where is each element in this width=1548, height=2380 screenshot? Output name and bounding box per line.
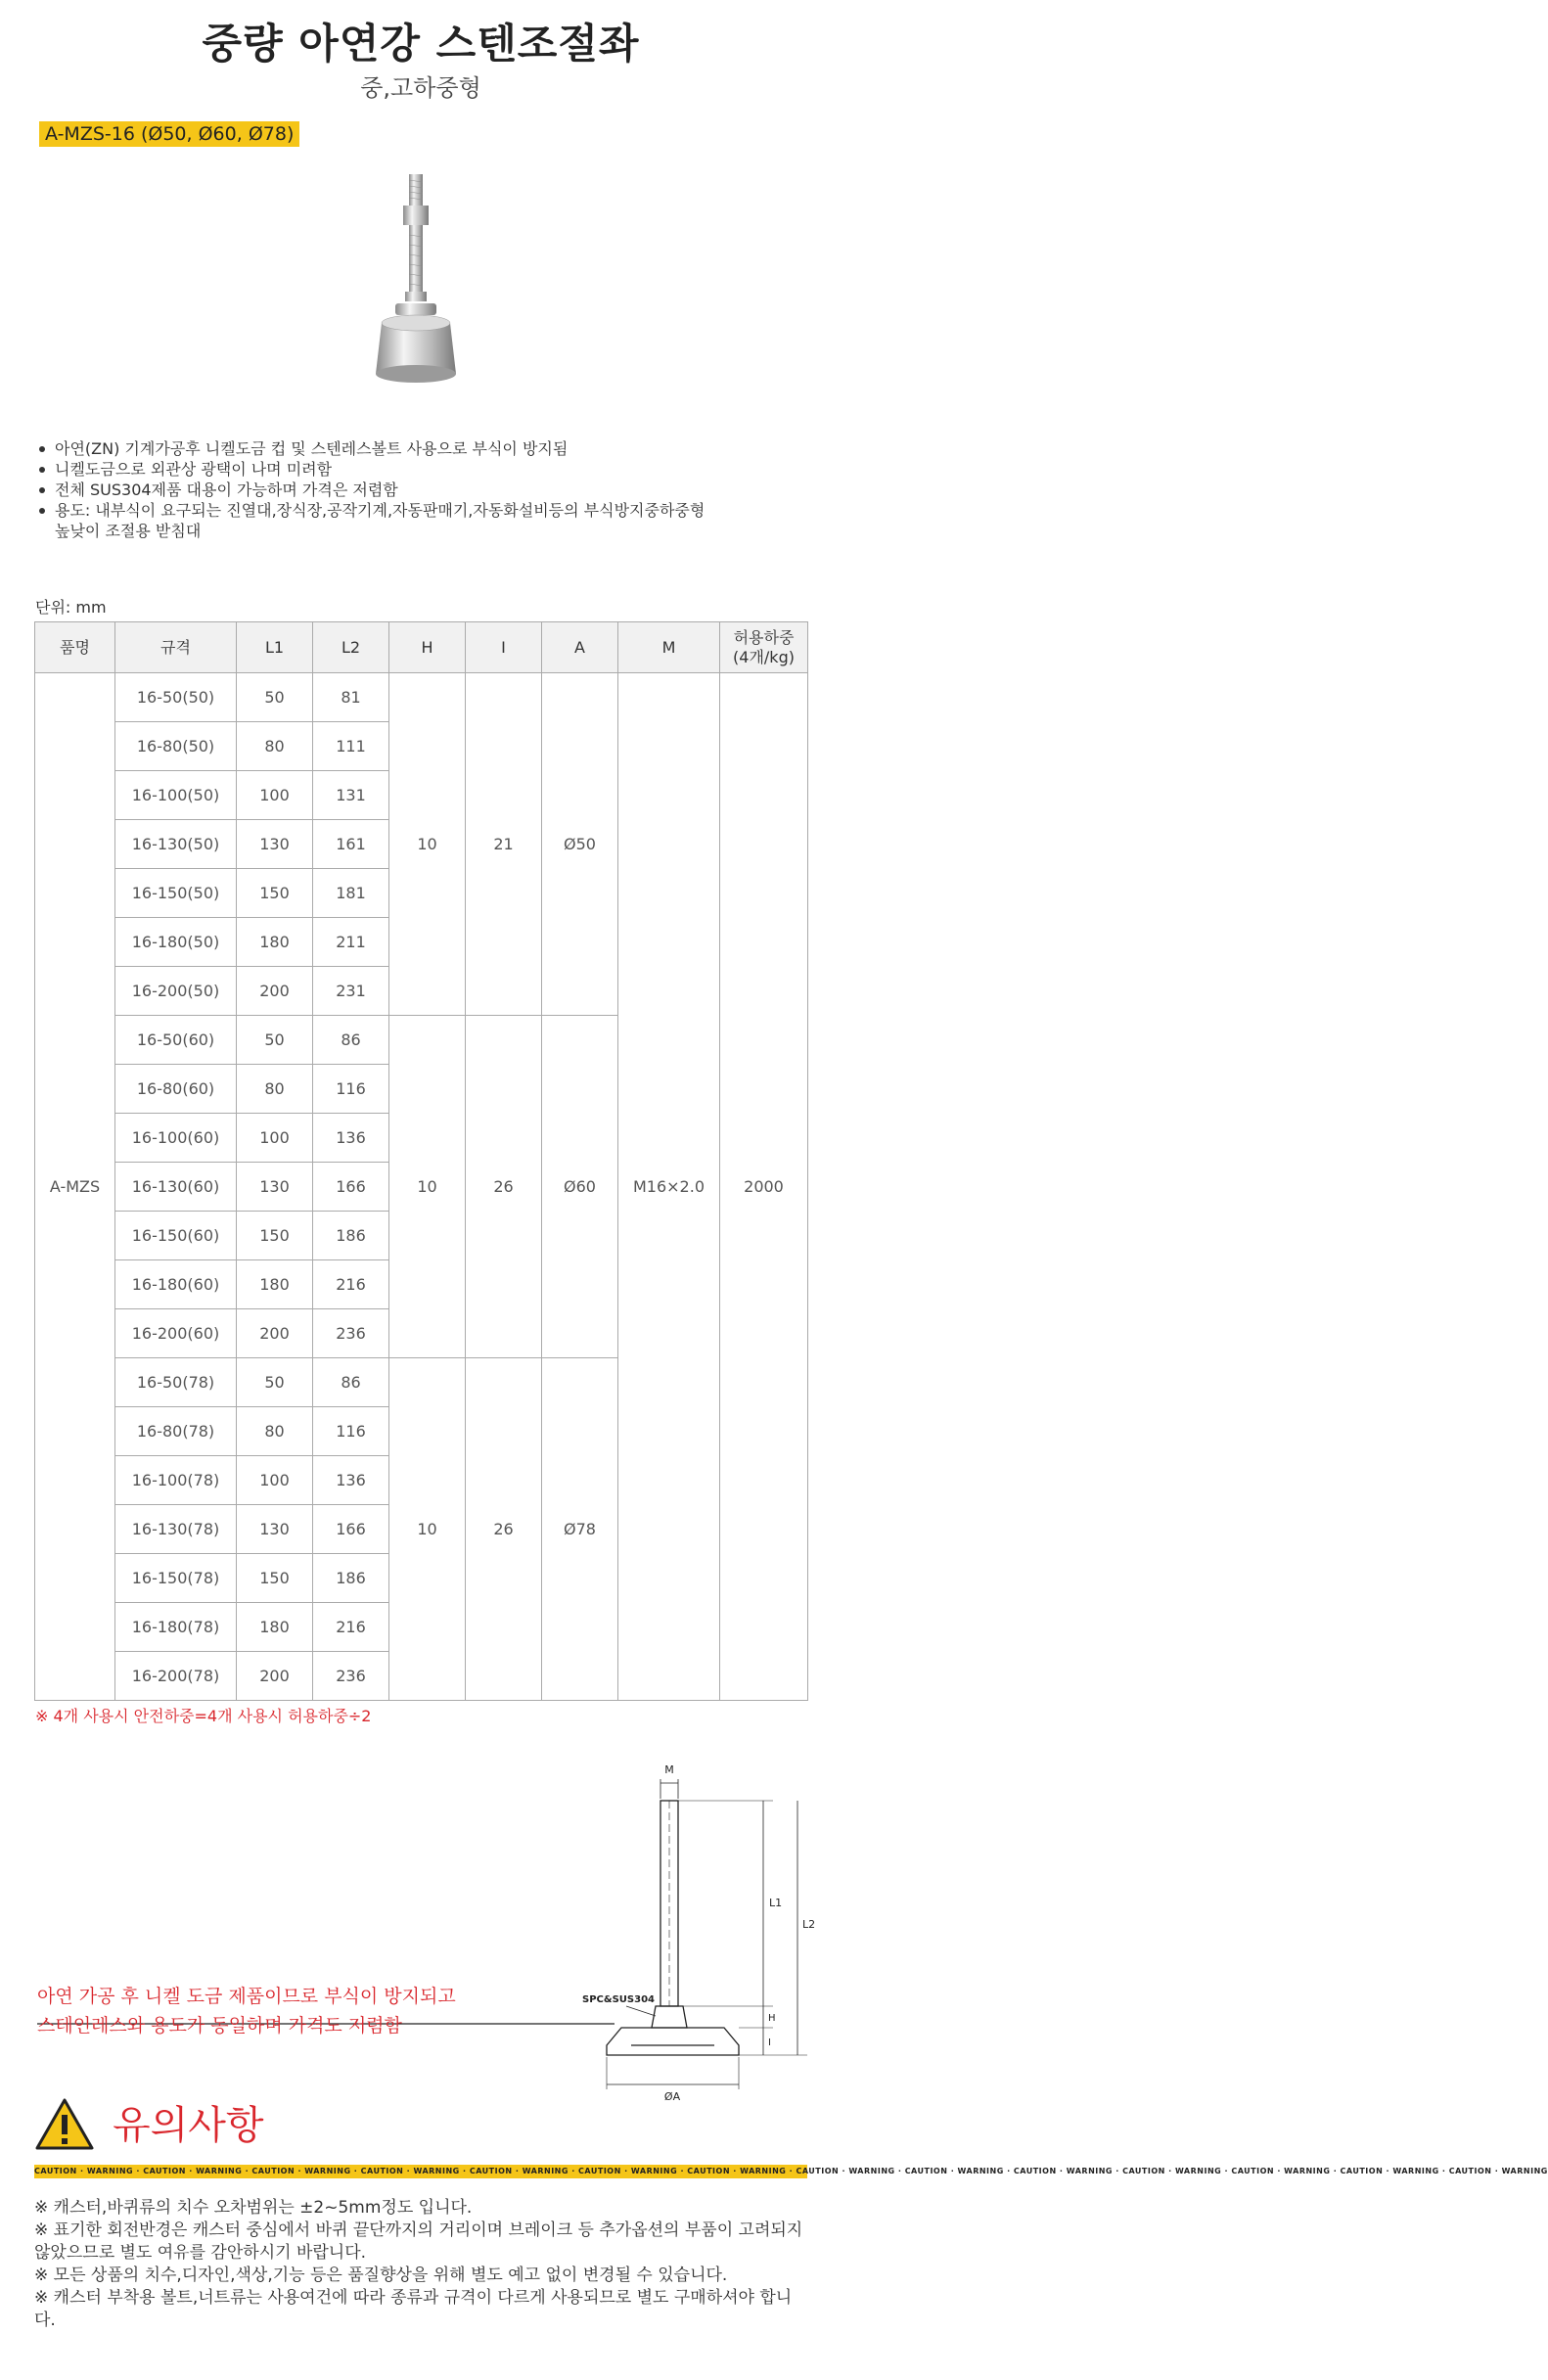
header-product: 품명 [35, 622, 115, 673]
header-l2: L2 [313, 622, 389, 673]
cell-a: Ø78 [542, 1358, 618, 1701]
cell-l1: 100 [237, 1456, 313, 1505]
cell-l1: 130 [237, 1163, 313, 1212]
cell-product-name: A-MZS [35, 673, 115, 1701]
cell-l1: 200 [237, 967, 313, 1016]
feature-item: 전체 SUS304제품 대용이 가능하며 가격은 저렴함 [35, 480, 808, 500]
dim-label-l2: L2 [802, 1918, 816, 1931]
cell-l2: 186 [313, 1554, 389, 1603]
feature-item: 용도: 내부식이 요구되는 진열대,장식장,공작기계,자동판매기,자동화설비등의 부식방지중하중형 높낮이 조절용 받침대 [35, 500, 808, 541]
cell-h: 10 [389, 1016, 466, 1358]
cell-h: 10 [389, 1358, 466, 1701]
cell-spec: 16-80(78) [115, 1407, 237, 1456]
cell-spec: 16-100(78) [115, 1456, 237, 1505]
dimension-diagram [577, 1752, 822, 2114]
cell-l2: 81 [313, 673, 389, 722]
cell-l2: 166 [313, 1163, 389, 1212]
header-h: H [389, 622, 466, 673]
cell-l1: 150 [237, 1554, 313, 1603]
cell-spec: 16-180(78) [115, 1603, 237, 1652]
cell-l1: 150 [237, 869, 313, 918]
dim-label-h: H [768, 2013, 776, 2024]
cell-spec: 16-130(60) [115, 1163, 237, 1212]
cell-l2: 86 [313, 1358, 389, 1407]
feature-item: 니켈도금으로 외관상 광택이 나며 미려함 [35, 459, 808, 480]
cell-spec: 16-150(60) [115, 1212, 237, 1260]
caution-item: ※ 모든 상품의 치수,디자인,색상,기능 등은 품질향상을 위해 별도 예고 없이 변경될 수 있습니다. [34, 2266, 728, 2285]
feature-callout [37, 1982, 456, 2040]
cell-spec: 16-80(60) [115, 1065, 237, 1114]
cell-a: Ø60 [542, 1016, 618, 1358]
safety-load-note: ※ 4개 사용시 안전하중=4개 사용시 허용하중÷2 [35, 1707, 372, 1725]
cell-l1: 80 [237, 1407, 313, 1456]
cell-spec: 16-180(50) [115, 918, 237, 967]
cell-l1: 180 [237, 1260, 313, 1309]
cell-l1: 80 [237, 722, 313, 771]
cell-a: Ø50 [542, 673, 618, 1016]
cell-l1: 50 [237, 1358, 313, 1407]
cell-l1: 80 [237, 1065, 313, 1114]
cell-l2: 216 [313, 1603, 389, 1652]
cell-h: 10 [389, 673, 466, 1016]
cell-l1: 180 [237, 1603, 313, 1652]
caution-item: ※ 캐스터,바퀴류의 치수 오차범위는 ±2~5mm정도 입니다. [34, 2198, 473, 2218]
caution-list [34, 2197, 807, 2332]
cell-spec: 16-180(60) [115, 1260, 237, 1309]
cell-spec: 16-80(50) [115, 722, 237, 771]
caution-strip: CAUTION · WARNING · CAUTION · WARNING · CAUTION · WARNING · CAUTION · WARNING · CAUTION · WARNING · CAUTION · WARNING · CAUTION · WARNING · CAUTION · WARNING · CAUTION · WARNING · CAUTION · WARNING · CAUTION · WARNING · CAUTION · WARNING · CAUTION · WARNING · CAUTION · WARNING [34, 2165, 807, 2178]
cell-spec: 16-150(50) [115, 869, 237, 918]
page-subtitle: 중,고하중형 [360, 74, 481, 102]
cell-l1: 150 [237, 1212, 313, 1260]
dim-label-a: ØA [663, 2090, 681, 2103]
cell-l2: 166 [313, 1505, 389, 1554]
cell-l1: 180 [237, 918, 313, 967]
feature-item: 아연(ZN) 기계가공후 니켈도금 컵 및 스텐레스볼트 사용으로 부식이 방지됨 [35, 438, 808, 459]
cell-l2: 136 [313, 1456, 389, 1505]
cell-l1: 130 [237, 820, 313, 869]
cell-spec: 16-50(60) [115, 1016, 237, 1065]
cell-i: 26 [466, 1016, 542, 1358]
cell-l2: 111 [313, 722, 389, 771]
cell-spec: 16-50(50) [115, 673, 237, 722]
model-tag: A-MZS-16 (Ø50, Ø60, Ø78) [39, 121, 299, 147]
cell-l2: 211 [313, 918, 389, 967]
warning-icon [34, 2097, 95, 2152]
cell-l2: 236 [313, 1652, 389, 1701]
cell-l1: 130 [237, 1505, 313, 1554]
cell-l1: 100 [237, 771, 313, 820]
callout-line-1: 아연 가공 후 니켈 도금 제품이므로 부식이 방지되고 [37, 1986, 456, 2007]
cell-m: M16×2.0 [618, 673, 720, 1701]
dim-label-i: I [768, 2037, 771, 2048]
cell-i: 26 [466, 1358, 542, 1701]
cell-load: 2000 [720, 673, 808, 1701]
cell-l2: 231 [313, 967, 389, 1016]
cell-l1: 200 [237, 1652, 313, 1701]
callout-line-2: 스테인레스와 용도가 동일하며 가격도 저렴함 [37, 2015, 402, 2037]
cell-l1: 100 [237, 1114, 313, 1163]
header-spec: 규격 [115, 622, 237, 673]
table-row [35, 673, 808, 722]
cell-spec: 16-50(78) [115, 1358, 237, 1407]
page-title: 중량 아연강 스텐조절좌 [202, 20, 640, 68]
cell-spec: 16-200(50) [115, 967, 237, 1016]
cell-spec: 16-130(78) [115, 1505, 237, 1554]
cell-spec: 16-200(60) [115, 1309, 237, 1358]
cell-l1: 200 [237, 1309, 313, 1358]
feature-list [35, 438, 808, 541]
cell-l2: 116 [313, 1407, 389, 1456]
dim-label-l1: L1 [769, 1897, 783, 1909]
caution-item: ※ 캐스터 부착용 볼트,너트류는 사용여건에 따라 종류과 규격이 다르게 사용되므로 별도 구매하셔야 합니다. [34, 2288, 793, 2330]
unit-label: 단위: mm [35, 598, 107, 617]
header-load: 허용하중 (4개/kg) [720, 622, 808, 673]
cell-l2: 136 [313, 1114, 389, 1163]
header-a: A [542, 622, 618, 673]
cell-l1: 50 [237, 1016, 313, 1065]
header-i: I [466, 622, 542, 673]
cell-l2: 181 [313, 869, 389, 918]
cell-l2: 186 [313, 1212, 389, 1260]
caution-title: 유의사항 [113, 2103, 264, 2148]
cell-l2: 236 [313, 1309, 389, 1358]
caution-item: ※ 표기한 회전반경은 캐스터 중심에서 바퀴 끝단까지의 거리이며 브레이크 등 추가옵션의 부품이 고려되지 않았으므로 별도 여유를 감안하시기 바랍니다. [34, 2220, 803, 2263]
product-photo [362, 166, 479, 401]
cell-l2: 116 [313, 1065, 389, 1114]
cell-spec: 16-130(50) [115, 820, 237, 869]
cell-l2: 216 [313, 1260, 389, 1309]
cell-l1: 50 [237, 673, 313, 722]
cell-l2: 86 [313, 1016, 389, 1065]
cell-spec: 16-100(60) [115, 1114, 237, 1163]
header-m: M [618, 622, 720, 673]
header-l1: L1 [237, 622, 313, 673]
cell-l2: 161 [313, 820, 389, 869]
cell-l2: 131 [313, 771, 389, 820]
cell-spec: 16-100(50) [115, 771, 237, 820]
dim-label-material: SPC&SUS304 [582, 1994, 655, 2005]
dim-label-m: M [664, 1763, 674, 1776]
cell-spec: 16-200(78) [115, 1652, 237, 1701]
cell-i: 21 [466, 673, 542, 1016]
spec-table [34, 621, 808, 1701]
spec-table-body [35, 673, 808, 1701]
cell-spec: 16-150(78) [115, 1554, 237, 1603]
